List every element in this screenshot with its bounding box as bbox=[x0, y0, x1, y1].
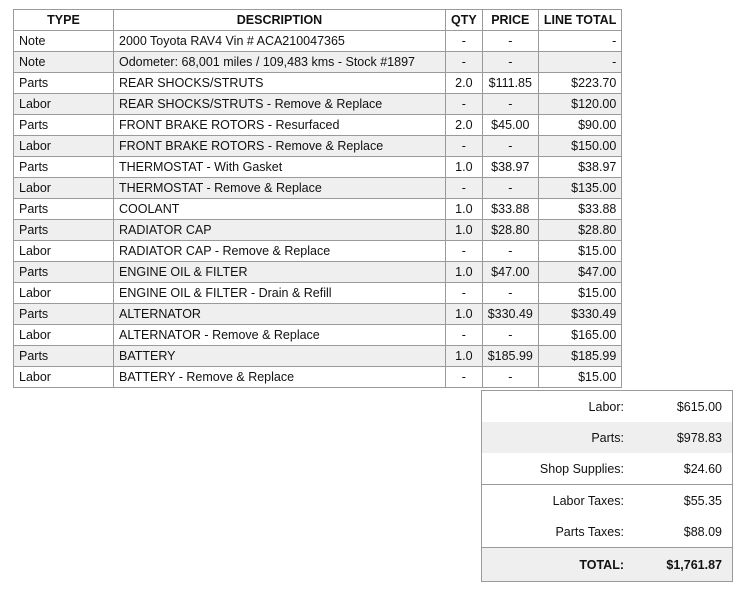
cell-type: Note bbox=[14, 52, 114, 73]
summary-parts-taxes-row bbox=[482, 516, 732, 547]
cell-line-total: $28.80 bbox=[538, 220, 621, 241]
cell-qty: - bbox=[446, 241, 483, 262]
summary-value: $55.35 bbox=[683, 493, 722, 508]
table-row bbox=[14, 115, 622, 136]
cell-qty: - bbox=[446, 325, 483, 346]
cell-description: COOLANT bbox=[114, 199, 446, 220]
cell-description: ALTERNATOR - Remove & Replace bbox=[114, 325, 446, 346]
cell-price: - bbox=[482, 136, 538, 157]
table-header-row bbox=[14, 10, 622, 31]
summary-labor-taxes-row bbox=[482, 484, 732, 516]
cell-type: Labor bbox=[14, 283, 114, 304]
cell-description: REAR SHOCKS/STRUTS bbox=[114, 73, 446, 94]
cell-line-total: $135.00 bbox=[538, 178, 621, 199]
cell-price: $45.00 bbox=[482, 115, 538, 136]
cell-price: - bbox=[482, 325, 538, 346]
cell-price: $330.49 bbox=[482, 304, 538, 325]
table-row bbox=[14, 136, 622, 157]
cell-qty: 1.0 bbox=[446, 220, 483, 241]
totals-summary bbox=[481, 390, 733, 582]
cell-line-total: $47.00 bbox=[538, 262, 621, 283]
cell-line-total: - bbox=[538, 31, 621, 52]
cell-price: - bbox=[482, 178, 538, 199]
summary-label: Labor Taxes: bbox=[552, 493, 624, 508]
cell-line-total: $120.00 bbox=[538, 94, 621, 115]
summary-label: Parts: bbox=[591, 430, 624, 445]
cell-type: Parts bbox=[14, 73, 114, 94]
column-header-qty: QTY bbox=[446, 10, 483, 31]
cell-line-total: $15.00 bbox=[538, 283, 621, 304]
cell-price: - bbox=[482, 31, 538, 52]
cell-description: ALTERNATOR bbox=[114, 304, 446, 325]
cell-line-total: - bbox=[538, 52, 621, 73]
cell-qty: - bbox=[446, 52, 483, 73]
cell-type: Labor bbox=[14, 241, 114, 262]
summary-total-row bbox=[482, 547, 732, 581]
cell-line-total: $330.49 bbox=[538, 304, 621, 325]
cell-qty: 2.0 bbox=[446, 73, 483, 94]
cell-type: Labor bbox=[14, 94, 114, 115]
cell-qty: 2.0 bbox=[446, 115, 483, 136]
table-row bbox=[14, 220, 622, 241]
table-row bbox=[14, 262, 622, 283]
summary-shop-supplies-row bbox=[482, 453, 732, 484]
summary-labor-row bbox=[482, 391, 732, 422]
cell-qty: - bbox=[446, 367, 483, 388]
cell-qty: - bbox=[446, 136, 483, 157]
cell-line-total: $90.00 bbox=[538, 115, 621, 136]
table-row bbox=[14, 199, 622, 220]
cell-type: Labor bbox=[14, 136, 114, 157]
summary-value: $615.00 bbox=[676, 399, 722, 414]
cell-line-total: $15.00 bbox=[538, 241, 621, 262]
cell-line-total: $150.00 bbox=[538, 136, 621, 157]
cell-price: $111.85 bbox=[482, 73, 538, 94]
summary-label: Shop Supplies: bbox=[539, 461, 624, 476]
cell-type: Parts bbox=[14, 304, 114, 325]
cell-type: Parts bbox=[14, 346, 114, 367]
cell-price: $28.80 bbox=[482, 220, 538, 241]
table-row bbox=[14, 73, 622, 94]
cell-type: Parts bbox=[14, 157, 114, 178]
summary-label: Labor: bbox=[588, 399, 624, 414]
table-row bbox=[14, 325, 622, 346]
cell-type: Parts bbox=[14, 115, 114, 136]
summary-value: $24.60 bbox=[683, 461, 722, 476]
cell-description: ENGINE OIL & FILTER bbox=[114, 262, 446, 283]
table-row bbox=[14, 178, 622, 199]
summary-value: $978.83 bbox=[676, 430, 722, 445]
column-header-line-total: LINE TOTAL bbox=[538, 10, 621, 31]
cell-price: - bbox=[482, 367, 538, 388]
cell-qty: 1.0 bbox=[446, 346, 483, 367]
cell-price: - bbox=[482, 52, 538, 73]
cell-description: Odometer: 68,001 miles / 109,483 kms - Stock #1897 bbox=[114, 52, 446, 73]
cell-type: Labor bbox=[14, 367, 114, 388]
cell-line-total: $185.99 bbox=[538, 346, 621, 367]
cell-description: FRONT BRAKE ROTORS - Remove & Replace bbox=[114, 136, 446, 157]
cell-qty: - bbox=[446, 283, 483, 304]
cell-description: 2000 Toyota RAV4 Vin # ACA210047365 bbox=[114, 31, 446, 52]
cell-qty: - bbox=[446, 94, 483, 115]
cell-qty: 1.0 bbox=[446, 304, 483, 325]
column-header-price: PRICE bbox=[482, 10, 538, 31]
cell-description: RADIATOR CAP - Remove & Replace bbox=[114, 241, 446, 262]
table-row bbox=[14, 304, 622, 325]
cell-description: BATTERY bbox=[114, 346, 446, 367]
summary-value: $88.09 bbox=[683, 524, 722, 539]
cell-line-total: $15.00 bbox=[538, 367, 621, 388]
cell-description: RADIATOR CAP bbox=[114, 220, 446, 241]
summary-parts-row bbox=[482, 422, 732, 453]
cell-price: $47.00 bbox=[482, 262, 538, 283]
cell-qty: 1.0 bbox=[446, 157, 483, 178]
cell-type: Labor bbox=[14, 178, 114, 199]
cell-description: THERMOSTAT - Remove & Replace bbox=[114, 178, 446, 199]
column-header-type: TYPE bbox=[14, 10, 114, 31]
cell-type: Parts bbox=[14, 199, 114, 220]
column-header-description: DESCRIPTION bbox=[114, 10, 446, 31]
cell-type: Note bbox=[14, 31, 114, 52]
table-row bbox=[14, 367, 622, 388]
table-row bbox=[14, 346, 622, 367]
cell-line-total: $38.97 bbox=[538, 157, 621, 178]
table-row bbox=[14, 241, 622, 262]
cell-description: BATTERY - Remove & Replace bbox=[114, 367, 446, 388]
cell-price: - bbox=[482, 283, 538, 304]
cell-price: $33.88 bbox=[482, 199, 538, 220]
cell-line-total: $223.70 bbox=[538, 73, 621, 94]
table-row bbox=[14, 283, 622, 304]
cell-price: $38.97 bbox=[482, 157, 538, 178]
cell-description: REAR SHOCKS/STRUTS - Remove & Replace bbox=[114, 94, 446, 115]
table-row bbox=[14, 31, 622, 52]
cell-price: - bbox=[482, 94, 538, 115]
cell-qty: 1.0 bbox=[446, 199, 483, 220]
summary-total-label: TOTAL: bbox=[579, 557, 624, 572]
table-row bbox=[14, 52, 622, 73]
cell-description: THERMOSTAT - With Gasket bbox=[114, 157, 446, 178]
cell-price: $185.99 bbox=[482, 346, 538, 367]
cell-line-total: $165.00 bbox=[538, 325, 621, 346]
cell-line-total: $33.88 bbox=[538, 199, 621, 220]
cell-type: Labor bbox=[14, 325, 114, 346]
cell-price: - bbox=[482, 241, 538, 262]
table-row bbox=[14, 157, 622, 178]
cell-qty: 1.0 bbox=[446, 262, 483, 283]
cell-qty: - bbox=[446, 31, 483, 52]
cell-description: ENGINE OIL & FILTER - Drain & Refill bbox=[114, 283, 446, 304]
table-row bbox=[14, 94, 622, 115]
cell-description: FRONT BRAKE ROTORS - Resurfaced bbox=[114, 115, 446, 136]
invoice-table bbox=[13, 9, 622, 388]
summary-total-value: $1,761.87 bbox=[666, 557, 722, 572]
summary-label: Parts Taxes: bbox=[555, 524, 624, 539]
cell-type: Parts bbox=[14, 220, 114, 241]
cell-qty: - bbox=[446, 178, 483, 199]
cell-type: Parts bbox=[14, 262, 114, 283]
